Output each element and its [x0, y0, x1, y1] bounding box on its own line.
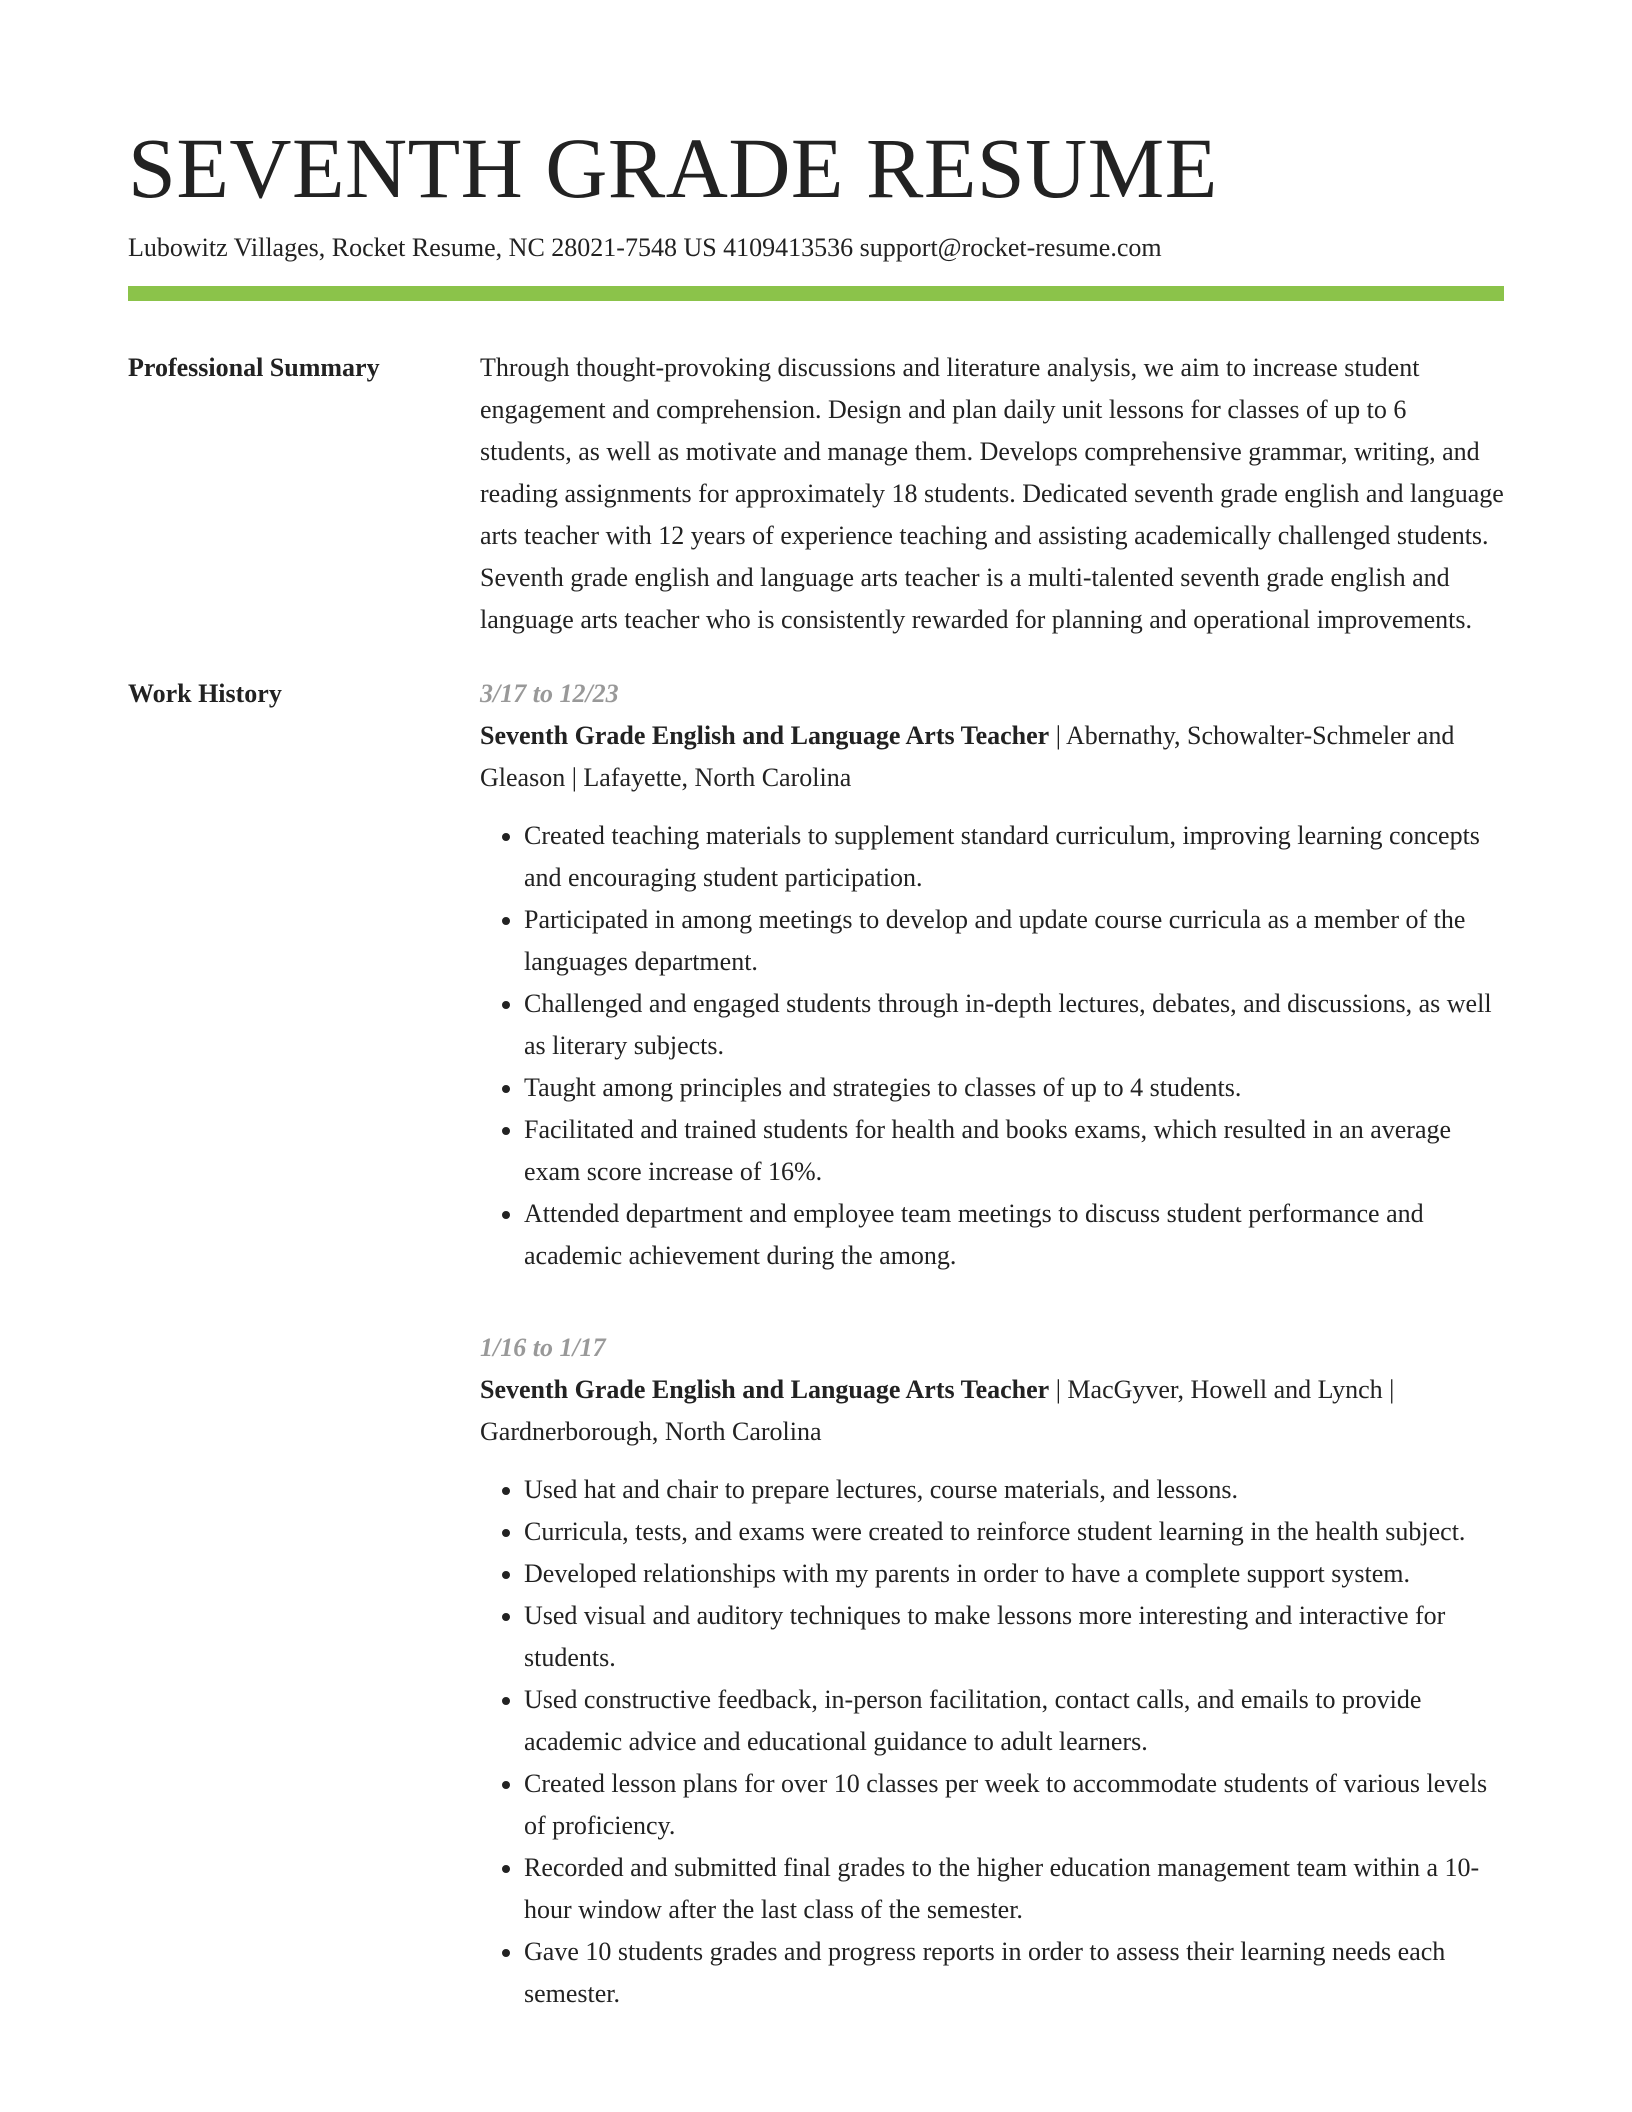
job-bullet: • Curricula, tests, and exams were created to reinforce student learning in the health subject.: [524, 1511, 1504, 1553]
job-bullet: • Gave 10 students grades and progress reports in order to assess their learning needs each semester.: [524, 1931, 1504, 2015]
job-heading: [480, 1369, 1504, 1453]
work-history-heading: Work History: [128, 679, 282, 708]
job-title: Seventh Grade English and Language Arts Teacher: [480, 1375, 1050, 1404]
contact-line: Lubowitz Villages, Rocket Resume, NC 28021-7548 US 4109413536 support@rocket-resume.com: [128, 233, 1162, 262]
job-bullet: • Taught among principles and strategies to classes of up to 4 students.: [524, 1067, 1504, 1109]
job-bullet: • Used hat and chair to prepare lectures, course materials, and lessons.: [524, 1469, 1504, 1511]
resume-page: [128, 118, 1504, 2065]
job-bullet: • Attended department and employee team meetings to discuss student performance and academic achievement during the among.: [524, 1193, 1504, 1277]
job-bullet: • Facilitated and trained students for health and books exams, which resulted in an average exam score increase of 16%.: [524, 1109, 1504, 1193]
summary-text: Through thought-provoking discussions and literature analysis, we aim to increase student engagement and comprehension. Design and plan daily unit lessons for classes of up to 6 students, as well as motivate and manage them. Develops comprehensive grammar, writing, and reading assignments for approximately 18 students. Dedicated seventh grade english and language arts teacher with 12 years of experience teaching and assisting academically challenged students. Seventh grade english and language arts teacher is a multi-talented seventh grade english and language arts teacher who is consistently rewarded for planning and operational improvements.: [480, 353, 1504, 634]
job-entry: [480, 673, 1504, 1277]
work-history-section: [128, 673, 1504, 2065]
summary-heading: Professional Summary: [128, 353, 380, 382]
job-bullet-list: [480, 1469, 1504, 2015]
job-date: 3/17 to 12/23: [480, 679, 619, 708]
job-heading: [480, 715, 1504, 799]
job-bullet: • Used constructive feedback, in-person facilitation, contact calls, and emails to provide academic advice and educational guidance to adult learners.: [524, 1679, 1504, 1763]
job-bullet: • Developed relationships with my parents in order to have a complete support system.: [524, 1553, 1504, 1595]
job-date: 1/16 to 1/17: [480, 1333, 606, 1362]
accent-divider: [128, 286, 1504, 301]
job-entry: [480, 1327, 1504, 2015]
job-employer-location: | Abernathy, Schowalter-Schmeler and Gleason | Lafayette, North Carolina: [480, 721, 1455, 792]
job-employer-location: | MacGyver, Howell and Lynch | Gardnerborough, North Carolina: [480, 1375, 1395, 1446]
job-list: [480, 673, 1504, 2065]
summary-section: [128, 347, 1504, 641]
job-title: Seventh Grade English and Language Arts Teacher: [480, 721, 1050, 750]
resume-title: SEVENTH GRADE RESUME: [128, 120, 1218, 216]
job-bullet: • Challenged and engaged students through in-depth lectures, debates, and discussions, as well as literary subjects.: [524, 983, 1504, 1067]
job-bullet: • Created lesson plans for over 10 classes per week to accommodate students of various levels of proficiency.: [524, 1763, 1504, 1847]
job-bullet: • Created teaching materials to supplement standard curriculum, improving learning concepts and encouraging student participation.: [524, 815, 1504, 899]
job-bullet: • Used visual and auditory techniques to make lessons more interesting and interactive for students.: [524, 1595, 1504, 1679]
job-bullet: • Participated in among meetings to develop and update course curricula as a member of the languages department.: [524, 899, 1504, 983]
job-bullet-list: [480, 815, 1504, 1277]
job-bullet: • Recorded and submitted final grades to the higher education management team within a 10-hour window after the last class of the semester.: [524, 1847, 1504, 1931]
